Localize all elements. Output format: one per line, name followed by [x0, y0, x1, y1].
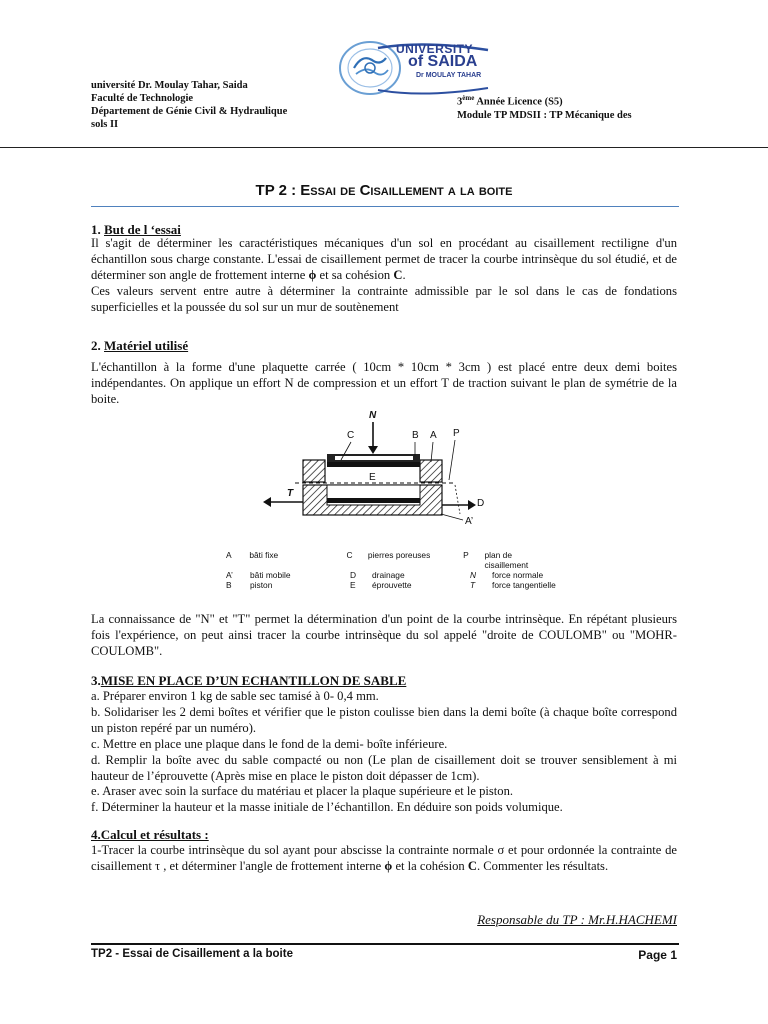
legend-row: A’ bâti mobile D drainage N force normale	[226, 570, 544, 580]
header-faculty: Faculté de Technologie	[91, 93, 194, 104]
header-university: université Dr. Moulay Tahar, Saida	[91, 80, 248, 91]
header-sols: sols II	[91, 119, 119, 130]
label-c: C	[347, 430, 355, 441]
logo-line1: UNIVERSITY	[396, 42, 474, 56]
header-rule	[0, 147, 768, 148]
shear-box-figure	[255, 410, 515, 542]
signature: Responsable du TP : Mr.H.HACHEMI	[477, 912, 677, 927]
label-d: D	[477, 498, 485, 509]
label-t: T	[287, 488, 294, 499]
footer-page: Page 1	[638, 948, 677, 962]
figure-legend	[226, 550, 556, 590]
label-e: E	[369, 472, 376, 483]
logo-line3: Dr MOULAY TAHAR	[416, 72, 482, 79]
label-a: A	[430, 430, 437, 441]
paragraph-coulomb: La connaissance de "N" et "T" permet la détermination d'un point de la courbe intrinsèque. En répétant plusieurs fois l'expérience, on peut ainsi tracer la courbe intrinsèque du sol appelé "droite de COULOMB" ou "MOHR-COULOMB".	[91, 612, 677, 658]
section4-heading: 4.Calcul et résultats :	[91, 827, 209, 842]
list-item: a. Préparer environ 1 kg de sable sec tamisé à 0- 0,4 mm.	[91, 689, 379, 703]
section3-heading: 3.MISE EN PLACE D’UN ECHANTILLON DE SABLE	[91, 673, 407, 688]
list-item: d. Remplir la boîte avec du sable compacté ou non (Le plan de cisaillement doit se trouver sensiblement à mi hauteur de l’éprouvette (Après mise en place le piston doit dépasser de 1cm).	[91, 752, 677, 783]
university-logo	[338, 38, 493, 98]
header-right	[457, 92, 697, 122]
section1-body: Il s'agit de déterminer les caractéristiques mécaniques d'un sol en procédant au cisaillement rectiligne d'un échantillon sous charge constante. L'essai de cisaillement permet de tracer la courbe intrinsèque du sol étudié, et de déterminer son angle de frottement interne ϕ et sa cohésion C. Ces valeurs servent entre autre à déterminer la contrainte admissible par le sol dans le cas de fondations superficielles et la poussée du sol sur un mur de soutènement	[91, 236, 677, 314]
section4-body: 1-Tracer la courbe intrinsèque du sol ayant pour abscisse la contrainte normale σ et pour ordonnée la contrainte de cisaillement τ , et déterminer l'angle de frottement interne ϕ et la cohésion C. Commenter les résultats.	[91, 843, 677, 873]
label-a-prime: A’	[465, 516, 474, 527]
legend-row: A bâti fixe C pierres poreuses P plan de cisaillement	[226, 550, 529, 570]
logo-line2: of SAIDA	[408, 53, 478, 70]
header-department: Département de Génie Civil & Hydraulique	[91, 106, 288, 117]
title-rule	[91, 206, 679, 207]
label-p: P	[453, 428, 460, 439]
header-left	[91, 79, 361, 131]
list-item: b. Solidariser les 2 demi boîtes et vérifier que le piston coulisse bien dans la demi boîte (à chaque boîte correspond un piston repéré par un numéro).	[91, 704, 677, 735]
header-module: Module TP MDSII : TP Mécanique des	[457, 109, 632, 121]
list-item: f. Déterminer la hauteur et la masse initiale de l’échantillon. En déduire son poids volumique.	[91, 800, 563, 815]
label-n: N	[369, 410, 377, 421]
list-item: e. Araser avec soin la surface du matériau et placer la plaque supérieure et le piston.	[91, 784, 514, 799]
label-b: B	[412, 430, 419, 441]
section2-heading: 2. Matériel utilisé	[91, 338, 189, 353]
header-year: 3ème Année Licence (S5)	[457, 94, 563, 108]
section3-list	[91, 689, 677, 816]
section1-heading: 1. But de l ‘essai	[91, 222, 181, 237]
page-title: TP 2 : Essai de Cisaillement a la boite	[255, 182, 513, 199]
shear-box-diagram	[255, 410, 515, 542]
legend-row: B piston E éprouvette T force tangentielle	[226, 580, 556, 590]
footer-rule	[91, 943, 679, 945]
section2-body: L'échantillon à la forme d'une plaquette carrée ( 10cm * 10cm * 3cm ) est placé entre deux demi boites indépendantes. On applique un effort N de compression et un effort T de traction suivant le plan de symétrie de la boite.	[91, 360, 677, 406]
list-item: c. Mettre en place une plaque dans le fond de la demi- boîte inférieure.	[91, 736, 448, 751]
footer-left: TP2 - Essai de Cisaillement a la boite	[91, 948, 293, 960]
